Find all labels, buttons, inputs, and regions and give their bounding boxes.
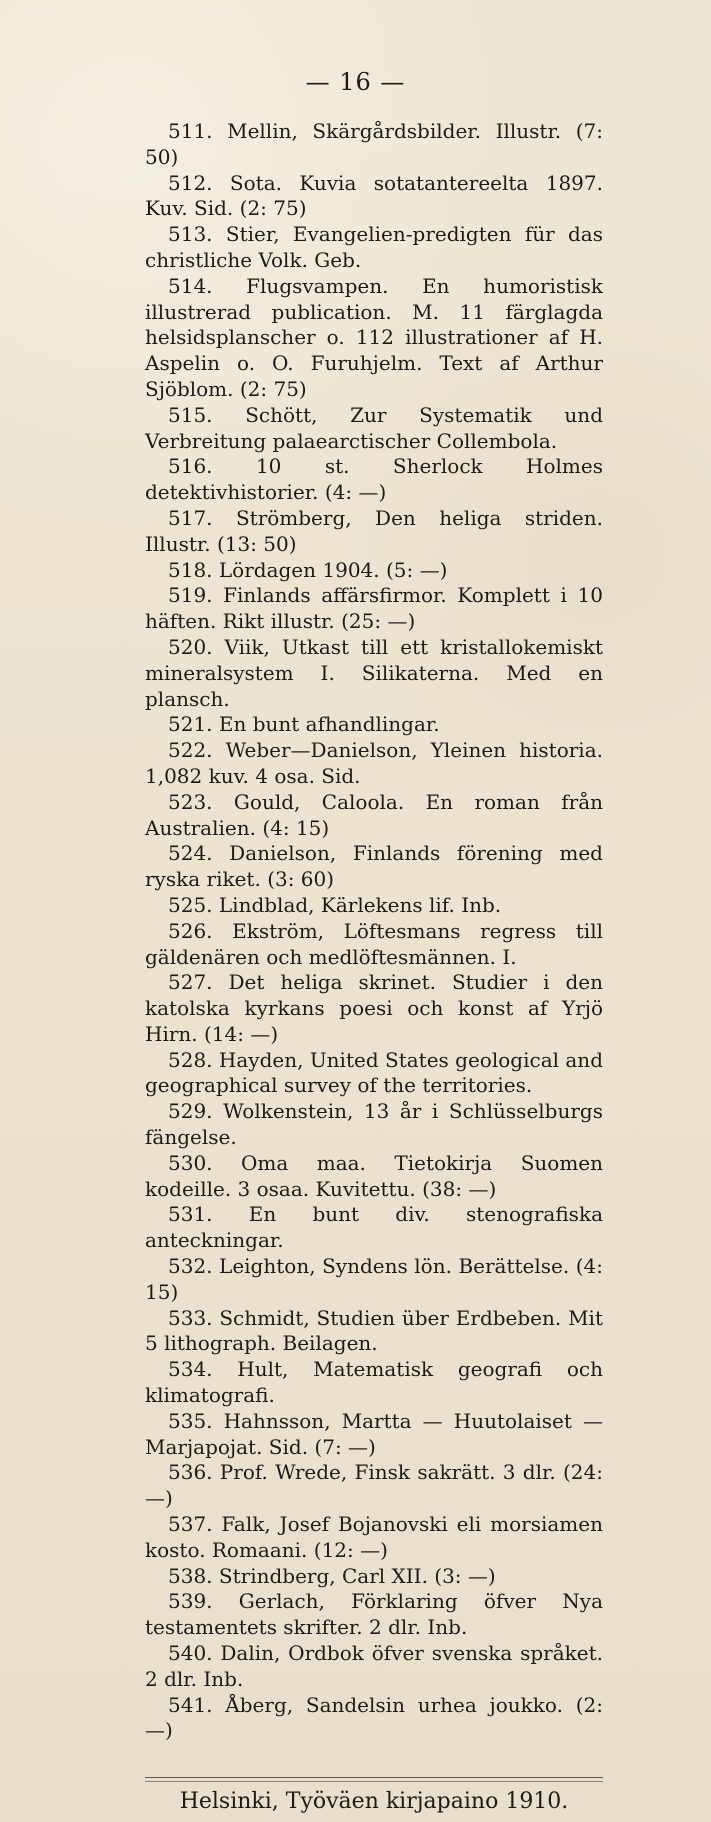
catalog-entry-529: 529. Wolkenstein, 13 år i Schlüsselburgs fängelse. (145, 1099, 603, 1150)
catalog-entry-519: 519. Finlands affärsfirmor. Komplett i 10 häften. Rikt illustr. (25: —) (145, 583, 603, 634)
page-number: — 16 — (305, 68, 406, 96)
catalog-entry-539: 539. Gerlach, Förklaring öfver Nya testamentets skrifter. 2 dlr. Inb. (145, 1589, 603, 1640)
catalog-entry-513: 513. Stier, Evangelien-predigten für das christliche Volk. Geb. (145, 222, 603, 272)
catalog-entry-538: 538. Strindberg, Carl XII. (3: —) (168, 1563, 496, 1588)
catalog-entry-523: 523. Gould, Caloola. En roman från Australien. (4: 15) (145, 789, 603, 840)
catalog-entry-528: 528. Hayden, United States geological and geographical survey of the territories. (145, 1047, 603, 1098)
catalog-entry-511: 511. Mellin, Skärgårdsbilder. Illustr. (7: 50) (145, 119, 603, 169)
catalog-entry-521: 521. En bunt afhandlingar. (168, 712, 440, 737)
catalog-entry-533: 533. Schmidt, Studien über Erdbeben. Mit 5 lithograph. Beilagen. (145, 1305, 603, 1356)
catalog-entry-525: 525. Lindblad, Kärlekens lif. Inb. (168, 892, 502, 917)
catalog-entry-530: 530. Oma maa. Tietokirja Suomen kodeille. 3 osaa. Kuvitettu. (38: —) (145, 1150, 603, 1201)
catalog-entry-536: 536. Prof. Wrede, Finsk sakrätt. 3 dlr. (24: —) (145, 1460, 603, 1511)
catalog-entry-535: 535. Hahnsson, Martta — Huutolaiset — Marjapojat. Sid. (7: —) (145, 1408, 603, 1459)
catalog-entry-512: 512. Sota. Kuvia sotatantereelta 1897. Kuv. Sid. (2: 75) (145, 170, 603, 221)
catalog-entry-516: 516. 10 st. Sherlock Holmes detektivhistorier. (4: —) (145, 454, 603, 505)
catalog-entry-list (145, 119, 603, 1744)
catalog-entry-514: 514. Flugsvampen. En humoristisk illustrerad publication. M. 11 färglagda helsidsplanscher o. 112 illustrationer af H. Aspelin o. O. Furuhjelm. Text af Arthur Sjöblom. (2: 75) (145, 273, 603, 401)
catalog-entry-520: 520. Viik, Utkast till ett kristallokemiskt mineralsystem I. Silikaterna. Med en plansch. (145, 634, 603, 711)
printer-imprint: Helsinki, Työväen kirjapaino 1910. (179, 1789, 569, 1814)
catalog-entry-537: 537. Falk, Josef Bojanovski eli morsiamen kosto. Romaani. (12: —) (145, 1512, 603, 1562)
catalog-entry-540: 540. Dalin, Ordbok öfver svenska språket. 2 dlr. Inb. (145, 1641, 603, 1691)
catalog-entry-517: 517. Strömberg, Den heliga striden. Illustr. (13: 50) (145, 505, 603, 556)
catalog-entry-526: 526. Ekström, Löftesmans regress till gäldenären och medlöftesmännen. I. (145, 918, 603, 969)
catalog-entry-524: 524. Danielson, Finlands förening med ryska riket. (3: 60) (145, 841, 603, 892)
catalog-entry-531: 531. En bunt div. stenografiska anteckningar. (145, 1202, 603, 1253)
catalog-entry-534: 534. Hult, Matematisk geografi och klimatografi. (145, 1357, 603, 1408)
catalog-entry-541: 541. Åberg, Sandelsin urhea joukko. (2: —) (145, 1692, 603, 1743)
catalog-entry-532: 532. Leighton, Syndens lön. Berättelse. (4: 15) (145, 1254, 603, 1304)
catalog-entry-515: 515. Schött, Zur Systematik und Verbreitung palaearctischer Collembola. (145, 402, 603, 453)
footer-divider (145, 1777, 603, 1778)
catalog-entry-527: 527. Det heliga skrinet. Studier i den katolska kyrkans poesi och konst af Yrjö Hirn. (14: —) (145, 970, 603, 1046)
catalog-entry-518: 518. Lördagen 1904. (5: —) (168, 557, 448, 582)
catalog-entry-522: 522. Weber—Danielson, Yleinen historia. 1,082 kuv. 4 osa. Sid. (145, 738, 603, 788)
